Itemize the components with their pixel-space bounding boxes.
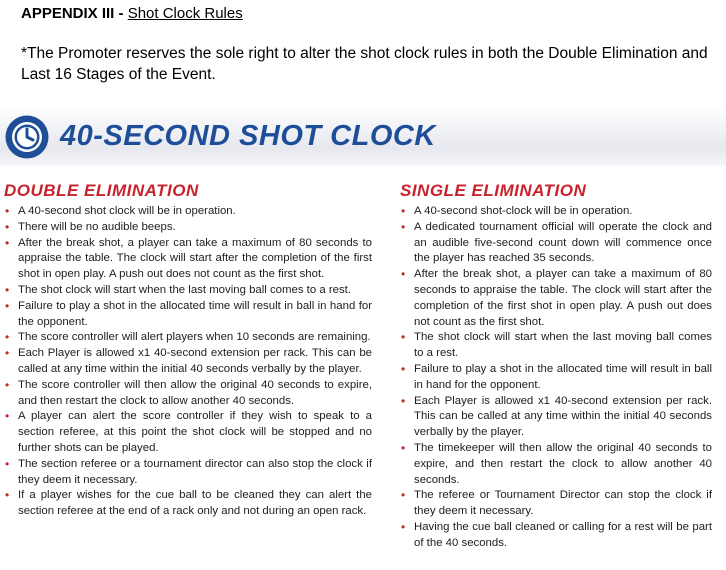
rule-item: • There will be no audible beeps. bbox=[4, 220, 372, 236]
rule-item: • Each Player is allowed x1 40-second extension per rack. This can be called at any time within the initial 40 seconds verbally by the player. bbox=[4, 346, 372, 378]
rule-item: • A 40-second shot clock will be in operation. bbox=[4, 204, 372, 220]
rule-item: • After the break shot, a player can take a maximum of 80 seconds to appraise the table. The clock will start after the completion of the first shot in open play. A push out does not count as the first shot. bbox=[400, 267, 712, 330]
rule-item: • A player can alert the score controller if they wish to speak to a section referee, at this point the shot clock will be stopped and no further shots can be played. bbox=[4, 409, 372, 456]
rule-item: • After the break shot, a player can take a maximum of 80 seconds to appraise the table. The clock will start after the completion of the first shot in open play. A push out does not count as the first shot. bbox=[4, 236, 372, 283]
banner-title: 40-SECOND SHOT CLOCK bbox=[60, 120, 436, 152]
rule-item: • The score controller will alert players when 10 seconds are remaining. bbox=[4, 330, 372, 346]
double-elimination-heading: DOUBLE ELIMINATION bbox=[4, 181, 199, 200]
rule-item: • The section referee or a tournament director can also stop the clock if they deem it necessary. bbox=[4, 457, 372, 489]
promoter-note: *The Promoter reserves the sole right to alter the shot clock rules in both the Double Elimination and Last 16 Stages of the Event. bbox=[21, 45, 708, 83]
appendix-label: APPENDIX III - bbox=[21, 5, 128, 22]
single-elimination-section bbox=[400, 180, 712, 552]
single-elimination-rules bbox=[400, 204, 712, 552]
rule-item: • The shot clock will start when the last moving ball comes to a rest. bbox=[4, 283, 372, 299]
rule-item: • The shot clock will start when the last moving ball comes to a rest. bbox=[400, 330, 712, 362]
double-elimination-rules bbox=[4, 204, 372, 520]
appendix-title: Shot Clock Rules bbox=[127, 5, 243, 22]
double-elimination-section bbox=[4, 180, 372, 520]
rule-item: • If a player wishes for the cue ball to be cleaned they can alert the section referee at the end of a rack only and not during an open rack. bbox=[4, 488, 372, 520]
rule-item: • The referee or Tournament Director can stop the clock if they deem it necessary. bbox=[400, 488, 712, 520]
rule-item: • Each Player is allowed x1 40-second extension per rack. This can be called at any time within the initial 40 seconds verbally by the player. bbox=[400, 394, 712, 441]
rule-item: • Having the cue ball cleaned or calling for a rest will be part of the 40 seconds. bbox=[400, 520, 712, 552]
single-elimination-heading: SINGLE ELIMINATION bbox=[400, 181, 587, 200]
appendix-heading bbox=[21, 5, 243, 22]
rule-item: • Failure to play a shot in the allocated time will result in ball in hand for the opponent. bbox=[400, 362, 712, 394]
shot-clock-banner bbox=[0, 108, 726, 166]
rule-item: • A dedicated tournament official will operate the clock and an audible five-second count down will commence once the player has reached 35 seconds. bbox=[400, 220, 712, 267]
clock-icon bbox=[4, 114, 50, 160]
rule-item: • A 40-second shot-clock will be in operation. bbox=[400, 204, 712, 220]
rule-item: • The score controller will then allow the original 40 seconds to expire, and then restart the clock to allow another 40 seconds. bbox=[4, 378, 372, 410]
rule-item: • The timekeeper will then allow the original 40 seconds to expire, and then restart the clock to allow another 40 seconds. bbox=[400, 441, 712, 488]
rule-item: • Failure to play a shot in the allocated time will result in ball in hand for the opponent. bbox=[4, 299, 372, 331]
